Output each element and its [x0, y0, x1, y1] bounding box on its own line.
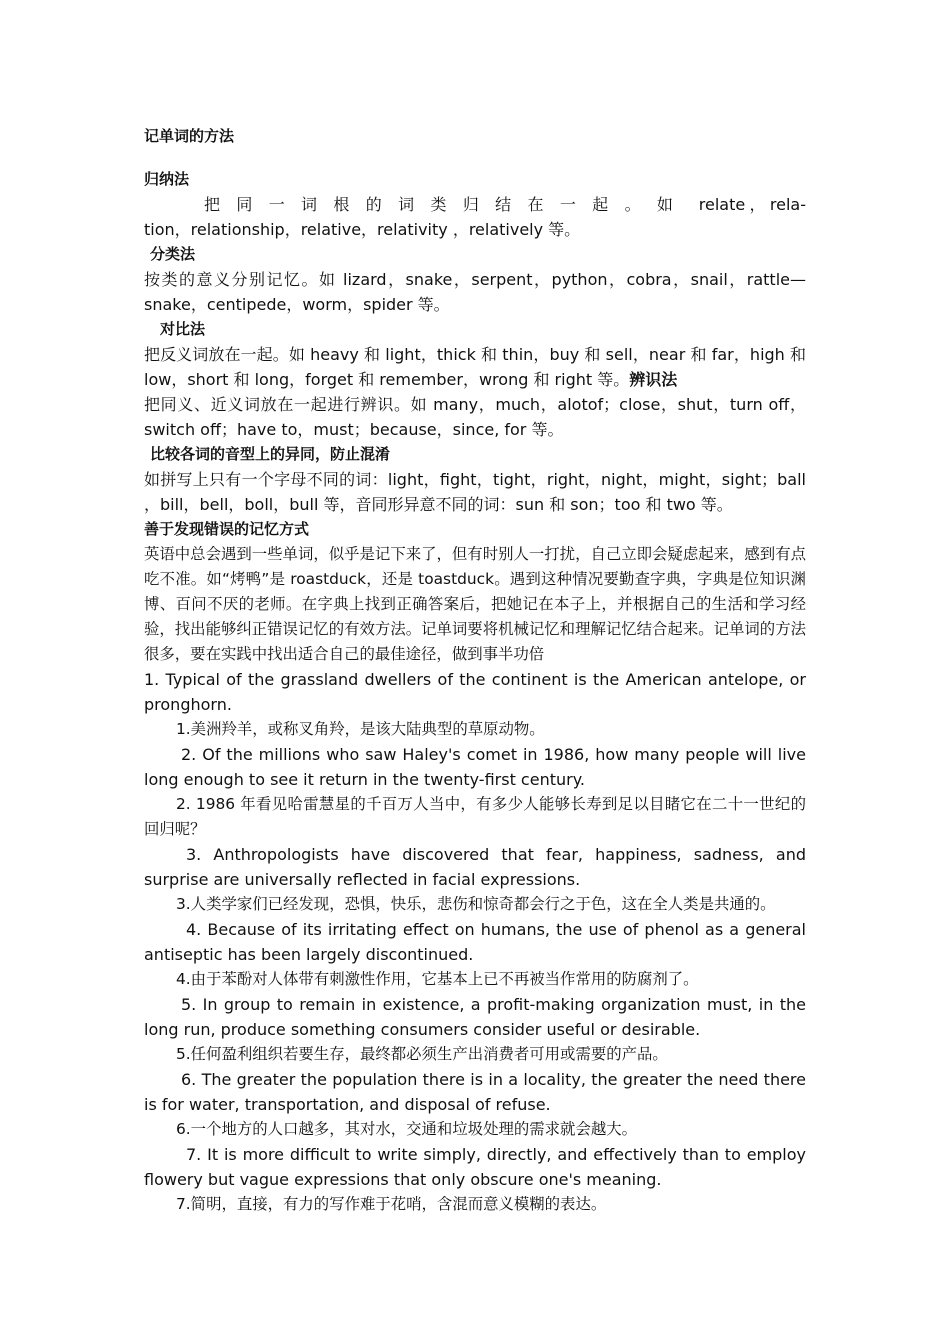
section-text-contrast — [144, 342, 806, 392]
section-heading-identification: 辨识法 — [629, 370, 678, 389]
sentence-en-7: 7. It is more difficult to write simply, directly, and effectively than to employ flowery but vague expressions that only obscure one's meaning. — [144, 1145, 806, 1189]
section-heading-induction: 归纳法 — [144, 170, 190, 188]
section-heading-compare-forms: 比较各词的音型上的异同，防止混淆 — [150, 445, 391, 463]
section-text-find-errors: 英语中总会遇到一些单词，似乎是记下来了，但有时别人一打扰，自己立即会疑虑起来，感到有点吃不准。如“烤鸭”是 roastduck，还是 toastduck。遇到这种情况要勤查字典，字典是位知识渊博、百问不厌的老师。在字典上找到正确答案后，把她记在本子上，并根据自己的生活和学习经验，找出能够纠正错误记忆的有效方法。记单词要将机械记忆和理解记忆结合起来。记单词的方法很多，要在实践中找出适合自己的最佳途径，做到事半功倍 — [144, 545, 806, 663]
sentence-zh-4: 4.由于苯酚对人体带有刺激性作用，它基本上已不再被当作常用的防腐剂了。 — [176, 970, 699, 988]
sentence-en-1: 1. Typical of the grassland dwellers of the continent is the American antelope, or pronghorn. — [144, 670, 806, 714]
sentence-en-2: 2. Of the millions who saw Haley's comet in 1986, how many people will live long enough to see it return in the twenty-first century. — [144, 745, 806, 789]
sentence-zh-3: 3.人类学家们已经发现，恐惧，快乐，悲伤和惊奇都会行之于色，这在全人类是共通的。 — [176, 895, 776, 913]
sentence-zh-7: 7.简明，直接，有力的写作难于花哨，含混而意义模糊的表达。 — [176, 1195, 607, 1213]
document-title: 记单词的方法 — [144, 127, 235, 145]
document-page — [144, 118, 806, 1217]
section-text-induction-line2: tion，relationship，relative，relativity ，relatively 等。 — [144, 220, 581, 239]
section-text-identification: 把同义、近义词放在一起进行辨识。如 many，much，alotof；close，shut，turn off，switch off；have to，must；because，since, for 等。 — [144, 395, 806, 439]
sentence-zh-1: 1.美洲羚羊，或称叉角羚，是该大陆典型的草原动物。 — [176, 720, 545, 738]
section-heading-classification: 分类法 — [150, 245, 196, 263]
contrast-text: 把反义词放在一起。如 heavy 和 light，thick 和 thin，buy 和 sell，near 和 far，high 和 low，short 和 long，forget 和 remember，wrong 和 right 等。 — [144, 345, 806, 389]
induction-rest-text: relate，rela- — [698, 195, 806, 214]
sentence-zh-2: 2. 1986 年看见哈雷慧星的千百万人当中，有多少人能够长寿到足以目睹它在二十一世纪的回归呢？ — [144, 795, 806, 838]
sentence-en-4: 4. Because of its irritating effect on humans, the use of phenol as a general antiseptic has been largely discontinued. — [144, 920, 806, 964]
section-heading-contrast: 对比法 — [160, 320, 206, 338]
induction-spaced-text: 把同一词根的词类归结在一起。如 — [204, 195, 690, 214]
sentence-en-3: 3. Anthropologists have discovered that fear, happiness, sadness, and surprise are universally reflected in facial expressions. — [144, 845, 806, 889]
sentence-zh-6: 6.一个地方的人口越多，其对水，交通和垃圾处理的需求就会越大。 — [176, 1120, 638, 1138]
sentence-zh-5: 5.任何盈利组织若要生存，最终都必须生产出消费者可用或需要的产品。 — [176, 1045, 668, 1063]
sentence-en-6: 6. The greater the population there is in a locality, the greater the need there is for water, transportation, and disposal of refuse. — [144, 1070, 806, 1114]
section-text-compare-forms: 如拼写上只有一个字母不同的词：light，fight，tight，right，night，might，sight；ball ，bill，bell，boll，bull 等，音同形异意不同的词：sun 和 son；too 和 two 等。 — [144, 470, 806, 514]
section-text-classification: 按类的意义分别记忆。如 lizard，snake，serpent，python，cobra，snail，rattle—snake，centipede，worm，spider 等。 — [144, 270, 806, 314]
section-text-induction-line1 — [144, 192, 806, 217]
section-heading-find-errors: 善于发现错误的记忆方式 — [144, 520, 310, 538]
sentence-en-5: 5. In group to remain in existence, a profit-making organization must, in the long run, produce something consumers consider useful or desirable. — [144, 995, 806, 1039]
